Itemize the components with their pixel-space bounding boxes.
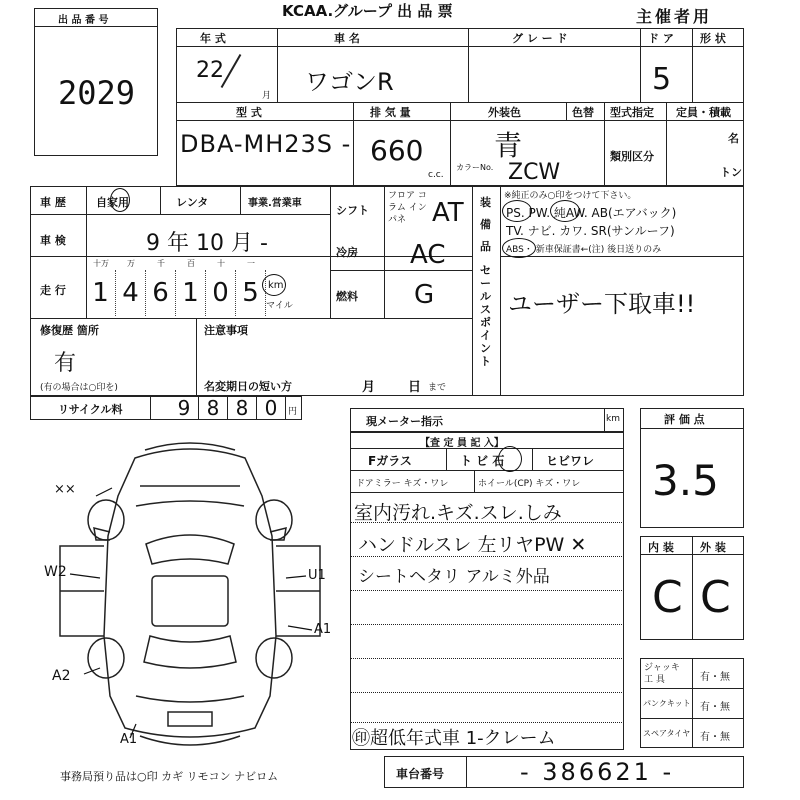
shift-label: シフト	[336, 204, 369, 217]
door-value: 5	[652, 62, 672, 97]
mileage-digit-label: 十	[217, 259, 225, 268]
mark-u1: U1	[308, 568, 326, 583]
year-value: 22	[196, 58, 224, 83]
fuel-value: G	[414, 280, 435, 310]
history-private: 自家用	[96, 196, 129, 209]
shape-label: 形 状	[700, 32, 726, 45]
lot-number-label: 出 品 番 号	[58, 15, 109, 26]
category-label: 類別区分	[610, 150, 654, 163]
document-title: KCAA.グループ 出 品 票	[282, 2, 453, 20]
chassis-value: - 386621 -	[520, 758, 675, 786]
equipment-label: 装備品	[480, 196, 491, 253]
exterior-label: 外 装	[700, 541, 726, 554]
mileage-digit: 1	[176, 270, 206, 316]
recycle-label: リサイクル料	[58, 403, 123, 416]
model-label: 型 式	[236, 106, 262, 119]
year-label: 年 式	[200, 32, 226, 45]
chassis-label: 車台番号	[396, 767, 445, 781]
interior-label: 内 装	[648, 541, 674, 554]
equipment-line1: PS. PW. 純AW. AB(エアバック)	[506, 206, 677, 220]
inspector-title: 【査 定 員 記 入】	[420, 438, 504, 449]
expiry-label: 名変期日の短い方	[204, 380, 292, 393]
color-no-label: カラーNo.	[456, 163, 494, 172]
aircon-label: 冷房	[336, 246, 358, 259]
inspection-value: 9 年 10 月 -	[146, 231, 268, 256]
shift-options: フロア コラム インパネ	[388, 191, 427, 225]
car-name-value: ワゴンR	[305, 68, 394, 96]
mileage-digit: 0	[206, 270, 236, 316]
recycle-digits	[170, 396, 286, 420]
office-note: 事務局預り品は○印 カギ リモコン ナビロム	[60, 770, 279, 783]
mileage-km: km	[268, 280, 284, 291]
puncture-option: 有・無	[700, 702, 730, 713]
history-label: 車 歴	[40, 196, 66, 209]
expiry-month: 月	[362, 380, 376, 395]
mileage-digit-labels	[86, 258, 266, 270]
inspection-label: 車 検	[40, 234, 66, 247]
organizer-label: 主催者用	[636, 7, 713, 26]
mileage-digits	[86, 270, 266, 318]
recycle-digit: 0	[257, 396, 286, 420]
exterior-value: C	[700, 572, 731, 623]
remark-4: ㊞超低年式車 1-クレーム	[352, 728, 556, 749]
spare-option: 有・無	[700, 732, 730, 743]
remark-3: シートヘタリ アルミ外品	[358, 567, 550, 587]
rating-label: 評 価 点	[664, 413, 705, 426]
interior-value: C	[652, 572, 683, 623]
mileage-label: 走 行	[40, 284, 66, 297]
recycle-unit: 円	[288, 407, 298, 417]
mileage-digit-label: 万	[127, 259, 135, 268]
jack-option: 有・無	[700, 672, 730, 683]
equipment-line3: ABS・ 新車保証書←(注) 後日送りのみ	[506, 245, 662, 255]
mileage-digit-label: 一	[247, 259, 255, 268]
displacement-value: 660	[370, 134, 424, 167]
repair-note: (有の場合は○印を)	[40, 383, 118, 393]
mileage-digit: 5	[236, 270, 266, 316]
exterior-color-value: 青	[494, 129, 523, 162]
fuel-label: 燃料	[336, 290, 358, 303]
type-designation-label: 型式指定	[610, 106, 654, 119]
mark-xx: ××	[54, 482, 76, 497]
recycle-digit: 8	[199, 396, 228, 420]
equipment-note: ※純正のみ○印をつけて下さい。	[504, 191, 637, 201]
jack-label: ジャッキ 工 具	[644, 663, 680, 685]
meter-unit: km	[606, 414, 620, 424]
chip-label: ト ビ 石	[460, 454, 505, 468]
mileage-digit: 4	[116, 270, 146, 316]
rating-value: 3.5	[652, 456, 719, 505]
tons-unit: トン	[720, 166, 742, 179]
notes-label: 注意事項	[204, 324, 248, 337]
mirror-label: ドアミラー キズ・ワレ	[356, 479, 449, 489]
crack-label: ヒビワレ	[546, 454, 595, 468]
wheel-label: ホイール(CP) キズ・ワレ	[478, 479, 581, 489]
car-name-label: 車 名	[334, 32, 360, 45]
spare-label: スペアタイヤ	[643, 729, 691, 738]
persons-unit: 名	[728, 132, 739, 145]
lot-number: 2029	[58, 74, 136, 112]
remark-2: ハンドルスレ 左リヤPW ✕	[358, 534, 587, 556]
meter-label: 現メーター指示	[366, 415, 443, 428]
shift-value: AT	[432, 198, 464, 228]
repair-value: 有	[54, 351, 77, 376]
puncture-label: パンクキット	[643, 699, 691, 708]
exterior-color-label: 外装色	[488, 106, 521, 119]
expiry-day: 日	[408, 380, 422, 395]
color-no-value: ZCW	[508, 160, 561, 185]
mileage-digit-label: 百	[187, 259, 195, 268]
mileage-digit-label: 千	[157, 259, 165, 268]
mark-a1-rear: A1	[120, 732, 138, 747]
mileage-digit: 6	[146, 270, 176, 316]
displacement-label: 排 気 量	[370, 106, 411, 119]
year-unit: 月	[262, 91, 272, 101]
mark-a2: A2	[52, 668, 71, 684]
mileage-mile: マイル	[266, 301, 293, 311]
recycle-digit: 8	[228, 396, 257, 420]
mileage-digit: 1	[86, 270, 116, 316]
model-value: DBA-MH23S -	[180, 130, 352, 158]
capacity-label: 定員・積載	[676, 106, 731, 119]
sales-point-label: セールスポイント	[480, 264, 491, 368]
history-business: 事業.営業車	[248, 198, 302, 209]
car-damage-diagram	[40, 436, 340, 756]
remark-1: 室内汚れ.キズ.スレ.しみ	[354, 502, 562, 524]
mark-w2: W2	[44, 564, 67, 580]
mileage-digit-label: 十万	[93, 259, 109, 268]
history-rental: レンタ	[176, 196, 209, 209]
equipment-line2: TV. ナビ. カワ. SR(サンルーフ)	[506, 224, 675, 238]
sales-point-value: ユーザー下取車!!	[508, 290, 696, 318]
repair-label: 修復歴 箇所	[40, 324, 99, 337]
grade-label: グ レ ー ド	[512, 32, 568, 45]
aircon-value: AC	[410, 240, 446, 270]
mark-a1: A1	[314, 622, 332, 637]
cc-unit: c.c.	[428, 170, 444, 180]
expiry-until: まで	[428, 383, 447, 393]
f-glass-label: Fガラス	[368, 454, 412, 468]
recycle-digit: 9	[170, 396, 199, 420]
color-change-label: 色替	[572, 106, 594, 119]
door-label: ド ア	[648, 32, 674, 45]
